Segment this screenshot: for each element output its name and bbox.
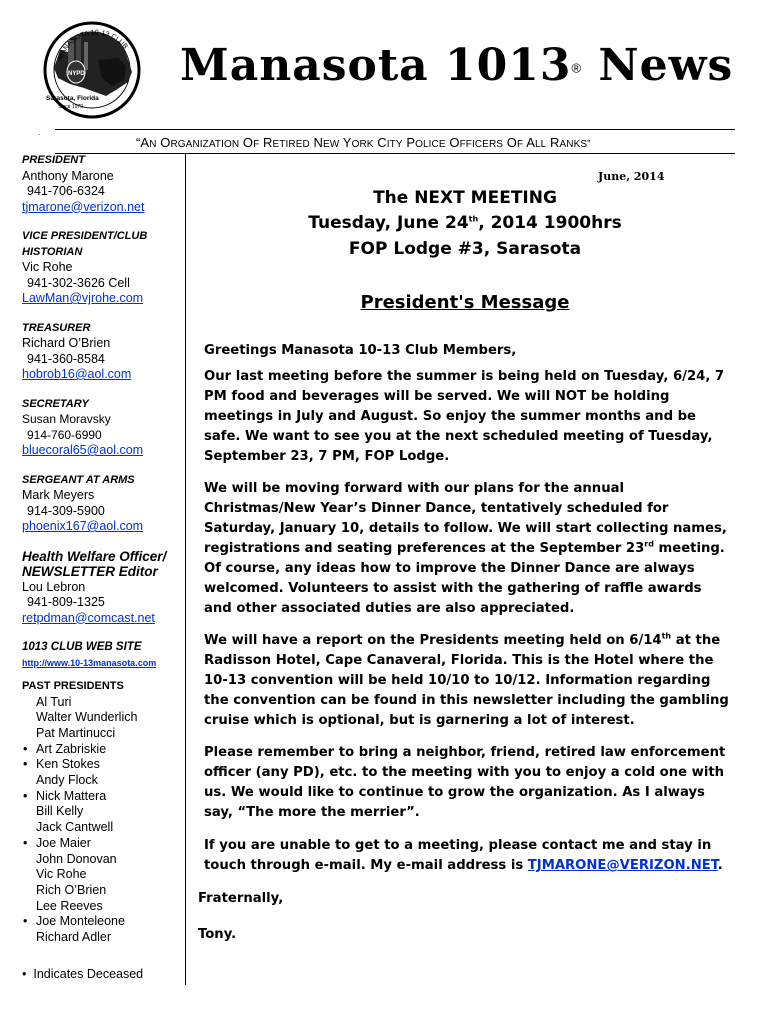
past-president-item [22, 710, 182, 726]
treasurer-role: TREASURER [22, 321, 91, 334]
health-role-line1: Health Welfare Officer/ [22, 548, 167, 564]
deceased-bullet-icon: • [23, 914, 28, 929]
tagline-rest: RGANIZATION [170, 139, 240, 150]
health-email-link[interactable]: retpdman@comcast.net [22, 610, 155, 625]
tagline-rest: OLICE [415, 139, 446, 150]
past-president-name: Art Zabriskie [36, 741, 107, 756]
health-role-line2: NEWSLETTER Editor [22, 564, 158, 579]
deceased-bullet-icon: • [23, 835, 28, 850]
message-title: President's Message [360, 292, 570, 313]
treasurer-name: Richard O’Brien [22, 336, 111, 350]
past-president-name: Rich O’Brien [36, 882, 107, 897]
registered-mark: ® [571, 60, 583, 76]
vp-phone: 941-302-3626 Cell [27, 275, 130, 290]
sergeant-phone: 914-309-5900 [27, 503, 105, 518]
past-president-item [22, 836, 182, 852]
past-president-item [22, 883, 182, 899]
past-president-item [22, 695, 182, 711]
tagline-cap: A [523, 135, 535, 150]
tagline-rest: FFICERS [459, 139, 504, 150]
logo-badge-text: NYPD [68, 71, 85, 77]
closing: Fraternally, [198, 891, 284, 906]
meeting-heading: The NEXT MEETING [373, 188, 557, 208]
paragraph-3: We will have a report on the Presidents meeting held on 6/14th at the Radisson Hotel, Cape Canaveral, Florida. This is the Hotel where the 10-13 convention will be held 10/10 to 10/12. Information regarding the convention can be found in this newsletter including the gambling cruise which is optional, but is garnering a lot of interest. [204, 631, 729, 728]
president-phone: 941-706-6324 [27, 184, 105, 198]
past-president-item [22, 773, 182, 789]
paragraph-2: We will be moving forward with our plans for the annual Christmas/New Year’s Dinner Dance, tentatively scheduled for Saturday, January 10, details to follow. We will start collecting names, registrations and seating preferences at the September 23rd meeting. Of course, any ideas how to improve the Dinner Dance are always welcomed. Volunteers to assist with the gathering of raffle awards and other associated duties are also appreciated. [204, 481, 727, 616]
past-president-name: Al Turi [36, 694, 72, 709]
tagline-cap: O [445, 135, 460, 150]
deceased-legend-text: Indicates Deceased [33, 967, 144, 981]
deceased-bullet-icon: • [23, 741, 28, 756]
sidebar-divider [185, 153, 186, 985]
tagline-rest: ORK [351, 139, 374, 150]
tagline-cap: “A [136, 135, 150, 150]
past-president-name: Richard Adler [36, 930, 112, 945]
past-president-item [22, 867, 182, 883]
secretary-phone: 914-760-6990 [27, 427, 102, 442]
tagline-cap: N [309, 135, 324, 150]
tagline-rest: EW [323, 139, 340, 150]
tagline-rest: F [253, 139, 260, 150]
sergeant-email-link[interactable]: phoenix167@aol.com [22, 519, 144, 533]
vp-email-link[interactable]: LawMan@vjrohe.com [22, 291, 144, 305]
health-phone: 941-809-1325 [27, 595, 105, 609]
past-president-name: Lee Reeves [36, 898, 103, 913]
logo-ring-text: MANASOTA 10-13 CLUB [57, 29, 129, 61]
vp-role-line2: HISTORIAN [22, 245, 83, 258]
website-label: 1013 CLUB WEB SITE [22, 641, 142, 653]
secretary-name: Susan Moravsky [22, 412, 111, 426]
treasurer-phone: 941-360-8584 [27, 351, 105, 366]
logo-since: Since 1979 [58, 104, 84, 110]
past-president-item [22, 757, 182, 773]
margin-marker: . [38, 128, 41, 137]
secretary-email-link[interactable]: bluecoral65@aol.com [22, 443, 144, 457]
past-president-name: Pat Martinucci [36, 725, 116, 740]
issue-date: June, 2014 [598, 170, 665, 183]
past-president-name: Jack Cantwell [36, 820, 114, 835]
masthead-title [180, 36, 740, 99]
past-president-item [22, 899, 182, 915]
signature: Tony. [198, 927, 237, 942]
meeting-datetime: Tuesday, June 24th, 2014 1900hrs [308, 213, 622, 233]
past-president-name: Vic Rohe [36, 867, 87, 882]
president-name: Anthony Marone [22, 168, 114, 183]
tagline-cap: Y [339, 135, 352, 150]
past-president-item [22, 726, 182, 742]
vp-name: Vic Rohe [22, 260, 73, 274]
tagline-rest: F [516, 139, 524, 150]
masthead-title-right: News [598, 40, 734, 91]
past-president-item [22, 914, 182, 930]
officers-sidebar [22, 153, 182, 946]
club-logo [40, 20, 162, 120]
tagline-rest: ETIRED [272, 139, 310, 150]
vp-role-line1: VICE PRESIDENT/CLUB [22, 230, 148, 242]
tagline-rest: ITY [386, 139, 403, 150]
greeting: Greetings Manasota 10-13 Club Members, [204, 343, 517, 358]
past-president-name: Ken Stokes [36, 757, 100, 772]
paragraph-5: If you are unable to get to a meeting, please contact me and stay in touch through e-mail. My e-mail address is TJMARONE@VERIZON.NET. [204, 838, 723, 873]
past-presidents-label: PAST PRESIDENTS [22, 680, 124, 692]
past-president-name: Joe Monteleone [36, 914, 125, 929]
president-email-inline-link[interactable]: TJMARONE@VERIZON.NET [527, 858, 718, 873]
past-president-item [22, 820, 182, 836]
past-president-item [22, 742, 182, 758]
tagline-cap: R [546, 135, 560, 150]
bullet-icon: • [22, 967, 27, 981]
health-name: Lou Lebron [22, 579, 86, 594]
tagline-rest: ANKS” [559, 139, 591, 150]
tagline-rest: LL [534, 139, 547, 150]
tagline-cap: O [156, 135, 171, 150]
president-role: PRESIDENT [22, 154, 85, 166]
past-president-name: John Donovan [36, 851, 117, 866]
past-president-name: Andy Flock [36, 773, 98, 788]
past-president-name: Nick Mattera [36, 788, 107, 803]
masthead-rule [55, 129, 735, 130]
past-president-name: Bill Kelly [36, 804, 84, 819]
past-president-name: Joe Maier [36, 835, 91, 850]
tagline-cap: R [259, 135, 273, 150]
sergeant-name: Mark Meyers [22, 488, 95, 502]
past-presidents-list [22, 695, 182, 946]
past-president-item [22, 804, 182, 820]
masthead-title-left: Manasota 1013 [180, 40, 572, 91]
paragraph-4: Please remember to bring a neighbor, friend, retired law enforcement officer (any PD), etc. to the meeting with you to enjoy a cold one with us. We would like to continue to grow the organization. As I always say, “The more the merrier”. [204, 745, 726, 820]
past-president-name: Walter Wunderlich [36, 710, 138, 725]
treasurer-email-link[interactable]: hobrob16@aol.com [22, 367, 132, 381]
deceased-legend [22, 967, 143, 981]
past-president-item [22, 789, 182, 805]
paragraph-1: Our last meeting before the summer is being held on Tuesday, 6/24, 7 PM food and beverages will be served. We will NOT be holding meetings in July and August. So enjoy the summer months and be safe. We want to see you at the next scheduled meeting of Tuesday, September 23, 7 PM, FOP Lodge. [204, 369, 725, 464]
tagline-cap: O [503, 135, 517, 150]
logo-city: Sarasota, Florida [46, 95, 99, 102]
tagline-cap: P [402, 135, 416, 150]
president-email-link[interactable]: tjmarone@verizon.net [22, 199, 145, 214]
secretary-role: SECRETARY [22, 397, 89, 410]
deceased-bullet-icon: • [23, 788, 28, 803]
sergeant-role: SERGEANT AT ARMS [22, 473, 135, 486]
meeting-location: FOP Lodge #3, Sarasota [348, 239, 582, 259]
organization-tagline [136, 135, 591, 150]
tagline-rest: N [149, 139, 157, 150]
past-president-item [22, 930, 182, 946]
past-president-item [22, 852, 182, 868]
tagline-cap: O [239, 135, 254, 150]
website-link[interactable]: http://www.10-13manasota.com [22, 657, 157, 668]
deceased-bullet-icon: • [23, 757, 28, 772]
tagline-cap: C [373, 135, 387, 150]
